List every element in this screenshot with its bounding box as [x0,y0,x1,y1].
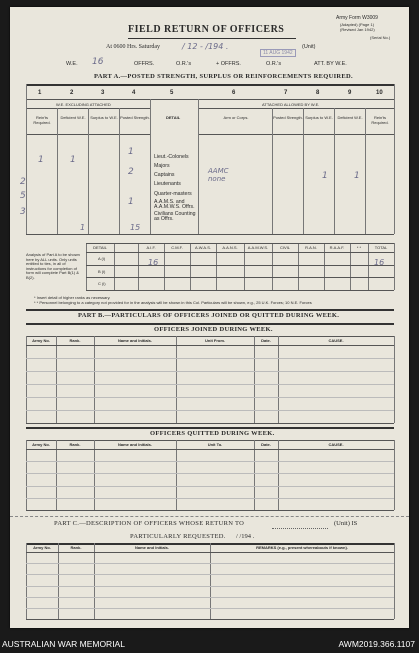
table-header: Date. [261,442,271,447]
analysis-header: CIVIL [279,245,290,250]
rank-label: A.A.M.S. and A.A.M.W.S. Offrs. [154,199,195,210]
table-row [26,358,394,359]
hand-mark: 1 [322,171,328,181]
grid-line [216,243,217,290]
table-header: REMARKS (e.g., present whereabouts if known). [256,545,348,550]
table-header: Unit From. [205,338,225,343]
ors-label: O.R.'s [176,61,192,67]
table-row [26,473,394,474]
arm-hand-2: none [208,175,226,183]
hand-mark: 1 [38,155,44,165]
grid-line [278,440,279,510]
hand-mark: 1 [80,223,86,232]
footer-left: AUSTRALIAN WAR MEMORIAL [2,639,125,649]
table-header: Unit To. [207,442,223,447]
grid-line [26,345,394,346]
grid-line [394,440,395,510]
grid-line [394,243,395,290]
grid-line [176,440,177,510]
date-line-unit: (Unit) [302,44,316,50]
column-number: 7 [284,90,288,96]
detail-header: DETAIL [166,115,181,120]
column-number: 9 [348,90,352,96]
table-header: Name and Initials. [134,545,169,550]
date-line-prefix: At 0600 Hrs. Saturday [106,44,160,50]
hand-mark: 2 [20,177,26,187]
grid-line [138,243,139,290]
grid-line [86,290,394,291]
grid-line [26,449,394,450]
column-header: Arm or Corps. [223,115,249,120]
analysis-header: A.W.A.S. [194,245,211,250]
offrs-label: OFFRS. [134,61,155,67]
column-number: 6 [232,90,236,96]
table-row [26,461,394,462]
quitted-title: OFFICERS QUITTED DURING WEEK. [150,430,275,437]
table-row [26,597,394,598]
table-row [26,486,394,487]
analysis-hand-total: 16 [374,258,385,267]
grid-line [350,243,351,290]
column-header: Posted Strength. [120,115,150,120]
grid-line [254,440,255,510]
plus-offrs-label: + OFFRS. [216,61,241,67]
table-row [26,384,394,385]
rank-label: Quarter-masters [154,191,192,197]
table-header: Army No. [33,545,51,550]
hand-mark: 1 [70,155,76,165]
analysis-label: Analysis of Part A to be shown here by ALL units. Only units entitled to ties, in all of instructions for completion of form will complete Part B(1) & B(2). [26,252,80,280]
part-a-heading: PART A.—POSTED STRENGTH, SURPLUS OR REINFORCEMENTS REQUIRED. [94,73,353,80]
grid-line [298,243,299,290]
column-header: Rein'ts Required. [371,115,389,125]
grid-line [190,243,191,290]
rank-label: Captains [154,172,175,178]
table-row [26,410,394,411]
table-header: Rank. [69,442,81,447]
column-number: 5 [170,90,174,96]
table-row [26,397,394,398]
table-row [26,563,394,564]
analysis-header: DETAIL [93,245,107,250]
analysis-header: C.M.F. [171,245,183,250]
table-row [26,574,394,575]
grid-line [164,243,165,290]
column-header: Posted Strength. [273,115,303,120]
analysis-hand-aif: 16 [148,258,159,267]
arm-hand-1: AAMC [208,167,229,175]
received-stamp: 11 AUG 1942 [260,49,296,57]
grid-line [86,243,87,290]
column-header: Deficient W.E. [337,115,363,120]
column-header: Rein'ts Required. [33,115,51,125]
column-header: Deficient W.E. [60,115,86,120]
analysis-header: A.A.N.S. [222,245,238,250]
column-header: Surplus to W.E. [305,115,333,120]
table-row [26,608,394,609]
hand-mark: 3 [20,207,26,217]
grid-line [324,243,325,290]
we-label: W.E. [66,61,78,67]
part-c-heading-date: / /194 . [236,533,255,540]
grid-line [56,440,57,510]
joined-title: OFFICERS JOINED DURING WEEK. [154,326,273,333]
hand-mark: 15 [130,223,141,232]
hand-mark: 1 [128,147,134,157]
grid-line [86,277,394,278]
grid-line [244,243,245,290]
hand-mark: 5 [20,191,26,201]
analysis-header: * * [356,245,362,250]
analysis-row-label: C (i) [98,281,106,286]
part-b-heading: PART B.—PARTICULARS OF OFFICERS JOINED OR QUITTED DURING WEEK. [78,312,340,319]
serial-label: (Serial No.) [370,35,391,40]
group-right-header: ATTACHED ALLOWED BY W.E. [262,102,320,107]
table-header: Army No. [32,338,50,343]
footer-right: AWM2019.366.1107 [338,639,415,649]
ors2-label: O.R.'s [266,61,282,67]
form-sheet [10,7,409,628]
table-header: Rank. [69,338,81,343]
date-line-date: / 12 - /194 . [182,42,229,51]
grid-line [94,440,95,510]
form-ref: Army Form W3009 [336,15,378,21]
grid-line [272,243,273,290]
form-ref-note: (Revised Jan 1942) [340,27,375,32]
grid-line [86,265,394,266]
analysis-header: R.A.N. [305,245,317,250]
we-hand: 16 [92,57,104,67]
table-header: CAUSE. [328,338,344,343]
analysis-header: TOTAL [374,245,388,250]
column-number: 10 [376,90,383,96]
part-c-heading-2: PARTICULARLY REQUESTED. [130,533,226,540]
grid-line [394,543,395,619]
analysis-header: A.A.M.W.S. [247,245,269,250]
hand-mark: 2 [128,167,134,177]
table-header: Rank. [70,545,82,550]
footnote-1: * Insert detail of higher ranks as necessary. [34,295,111,300]
form-ref-sub: (Adapted) (Page 1) [340,22,375,27]
hand-mark: 1 [128,197,134,207]
table-header: CAUSE. [328,442,344,447]
column-number: 8 [316,90,320,96]
analysis-header: A.I.F. [146,245,156,250]
grid-line [26,510,394,511]
analysis-row-label: B (i) [98,269,106,274]
group-left-header: W.E. EXCLUDING ATTACHED [56,102,111,107]
grid-line [26,619,394,620]
table-row [26,586,394,587]
table-header: Army No. [32,442,50,447]
grid-line [368,243,369,290]
part-c-heading-1: PART C.—DESCRIPTION OF OFFICERS WHOSE RETURN TO [54,520,245,527]
table-header: Name and Initials. [117,338,152,343]
rank-label: Lieut.-Colonels [154,154,189,160]
grid-line [394,336,395,423]
column-number: 4 [132,90,136,96]
grid-line [26,423,394,424]
table-header: Name and Initials. [117,442,152,447]
grid-line [86,243,394,244]
grid-line [26,440,27,510]
analysis-row-label: A (i) [98,256,106,261]
rank-label: Civilians Counting as Offrs. [154,211,196,222]
rank-label: Majors [154,163,170,169]
grid-line [86,252,394,253]
form-title: FIELD RETURN OF OFFICERS [128,24,285,35]
table-header: Date. [261,338,271,343]
column-number: 1 [38,90,42,96]
rank-label: Lieutenants [154,181,181,187]
analysis-header: R.A.A.F. [329,245,345,250]
column-header: Surplus to W.E. [90,115,118,120]
grid-line [26,552,394,553]
footnote-2: * * Personnel belonging to a category not provided for in the analysis will be shown in this Col. Particulars will be shown, e.g., 25 U.K. Forces; 10 N.E. Forces [34,300,312,305]
att-label: ATT. BY W.E. [314,61,347,67]
column-number: 3 [101,90,105,96]
table-row [26,371,394,372]
hand-mark: 1 [354,171,360,181]
column-number: 2 [70,90,74,96]
grid-line [114,243,115,290]
part-c-heading-unit: (Unit) IS [334,520,358,527]
table-row [26,498,394,499]
